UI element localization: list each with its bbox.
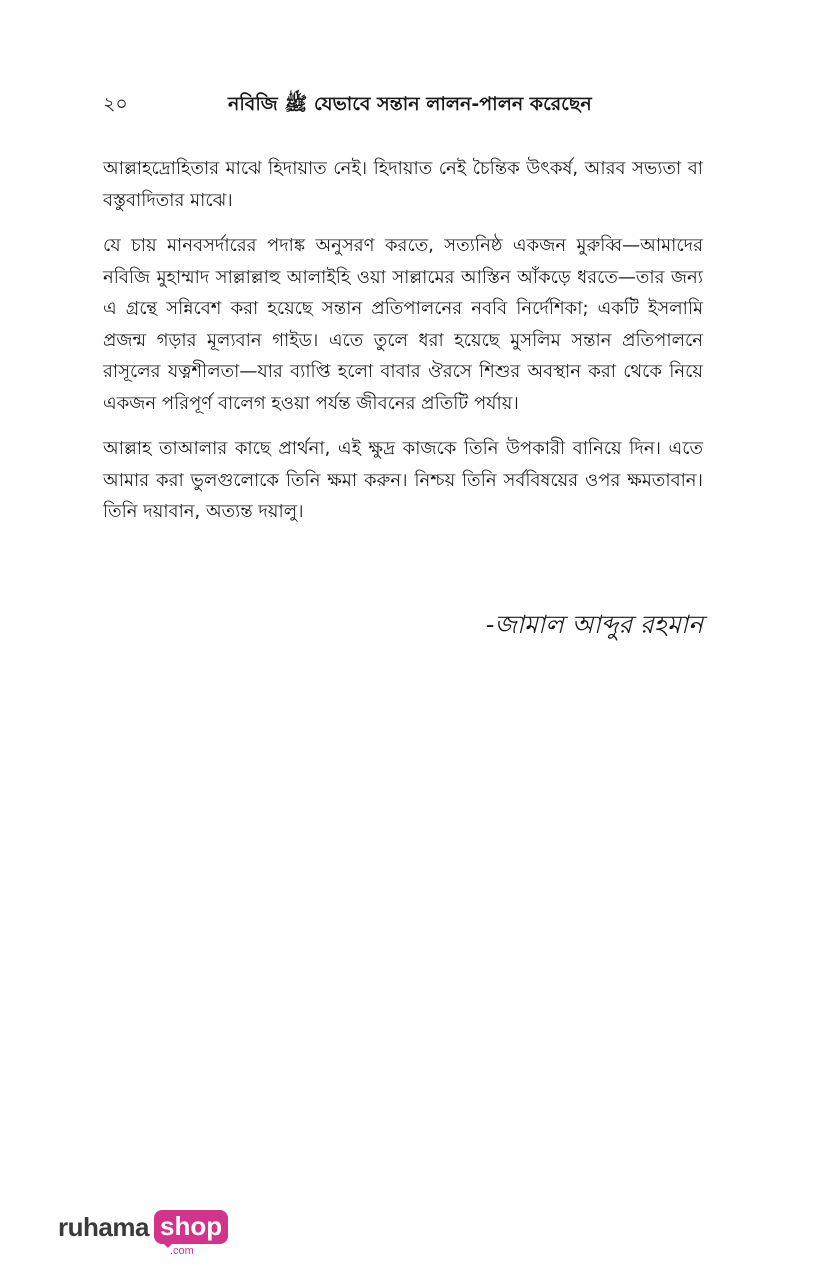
paragraph-3: আল্লাহ তাআলার কাছে প্রার্থনা, এই ক্ষুদ্র কাজকে তিনি উপকারী বানিয়ে দিন। এতে আমার করা ভুলগুলোকে তিনি ক্ষমা করুন। নিশ্চয় তিনি সর্ববিষয়ের ওপর ক্ষমতাবান। তিনি দয়াবান, অত্যন্ত দয়ালু। [103,438,703,522]
logo-text-dotcom: .com [170,1245,194,1257]
logo-text-ruhama: ruhama [58,1212,149,1242]
page-number: ২০ [103,93,128,115]
running-title: নবিজি ﷺ যেভাবে সন্তান লালন-পালন করেছেন [228,93,592,115]
author-signature: -জামাল আব্দুর রহমান [485,610,703,639]
logo-text-shop: shop [154,1210,228,1244]
ruhamashop-logo [58,1208,228,1264]
paragraph-2: যে চায় মানবসর্দারের পদাঙ্ক অনুসরণ করতে, সত্যনিষ্ঠ একজন মুরুব্বি—আমাদের নবিজি মুহাম্মাদ সাল্লাল্লাহু আলাইহি ওয়া সাল্লামের আস্তিন আঁকড়ে ধরতে—তার জন্য এ গ্রন্থে সন্নিবেশ করা হয়েছে সন্তান প্রতিপালনের নববি নির্দেশিকা; একটি ইসলামি প্রজন্ম গড়ার মূল্যবান গাইড। এতে তুলে ধরা হয়েছে মুসলিম সন্তান প্রতিপালনে রাসূলের যত্নশীলতা—যার ব্যাপ্তি হলো বাবার ঔরসে শিশুর অবস্থান করা থেকে নিয়ে একজন পরিপূর্ণ বালেগ হওয়া পর্যন্ত জীবনের প্রতিটি পর্যায়। [103,235,703,414]
paragraph-1: আল্লাহদ্রোহিতার মাঝে হিদায়াত নেই। হিদায়াত নেই চৈন্তিক উৎকর্ষ, আরব সভ্যতা বা বস্তুবাদিতার মাঝে। [103,158,703,211]
page-header [103,90,703,120]
body-text [103,153,703,542]
